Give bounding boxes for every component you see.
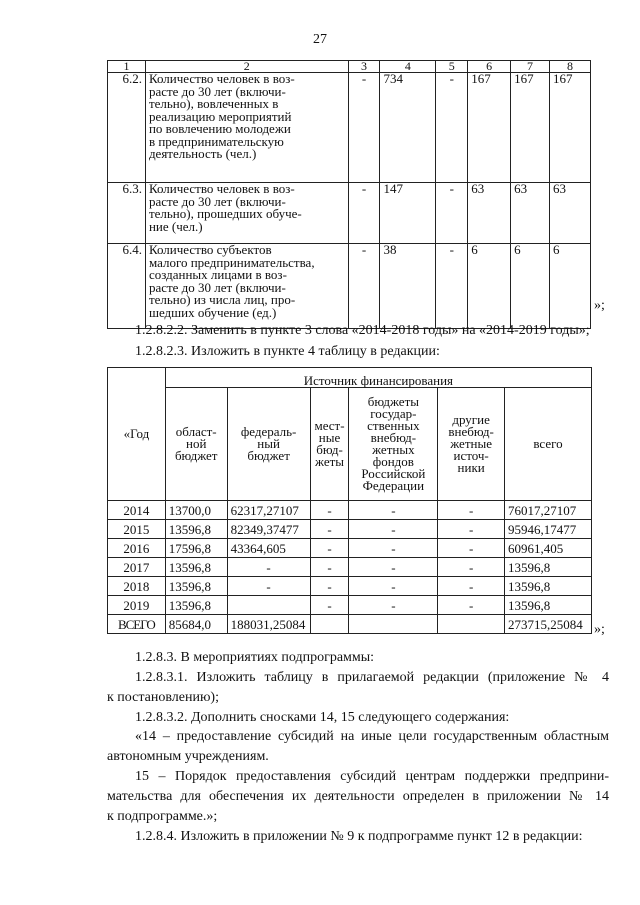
cell: - bbox=[436, 73, 468, 183]
regional-cell: 13596,8 bbox=[165, 577, 227, 596]
table-row bbox=[108, 577, 592, 596]
paragraph-1-2-8-3-2: 1.2.8.3.2. Дополнить сносками 14, 15 следующего содержания: bbox=[135, 710, 510, 725]
text-line: по вовлечению молодежи bbox=[148, 121, 291, 136]
text-line: ние (чел.) bbox=[148, 218, 203, 234]
other-cell: - bbox=[438, 577, 505, 596]
regional-cell: 13596,8 bbox=[165, 558, 227, 577]
indicators-table bbox=[107, 60, 591, 329]
other-cell: - bbox=[438, 520, 505, 539]
year-cell: 2018 bbox=[108, 577, 166, 596]
text-line: тельно), прошедших обуче- bbox=[148, 206, 302, 221]
row-number: 6.4. bbox=[108, 244, 146, 329]
text-line: реализацию мероприятий bbox=[148, 108, 292, 124]
indicator-description bbox=[145, 244, 348, 329]
regional-cell: 13596,8 bbox=[165, 520, 227, 539]
offbudget-cell bbox=[349, 615, 438, 634]
text-line: созданных лицами в воз- bbox=[148, 267, 287, 282]
cell: 167 bbox=[468, 73, 511, 183]
other-sources-header bbox=[438, 388, 505, 501]
header-cell: 8 bbox=[550, 61, 591, 73]
text-line: другие bbox=[452, 412, 490, 427]
regional-cell: 13596,8 bbox=[165, 596, 227, 615]
header-cell: 4 bbox=[380, 61, 436, 73]
text-line: шедших обучение (ед.) bbox=[148, 304, 277, 320]
cell: - bbox=[348, 73, 380, 183]
paragraph-1-2-8-4: 1.2.8.4. Изложить в приложении № 9 к подпрограмме пункт 12 в редакции: bbox=[135, 829, 583, 844]
text-line: Российской bbox=[361, 466, 426, 481]
header-cell: 1 bbox=[108, 61, 146, 73]
footnote-15-end: к подпрограмме.»; bbox=[107, 809, 218, 824]
text-line: малого предпринимательства, bbox=[148, 254, 315, 270]
table-row bbox=[108, 558, 592, 577]
text-line: ной bbox=[186, 436, 207, 451]
indicator-description bbox=[145, 73, 348, 183]
table-row bbox=[108, 501, 592, 520]
local-cell: - bbox=[310, 558, 349, 577]
federal-cell: - bbox=[227, 558, 310, 577]
offbudget-cell: - bbox=[349, 501, 438, 520]
row-number: 6.2. bbox=[108, 73, 146, 183]
text-line: бюджет bbox=[174, 448, 218, 463]
table-row bbox=[108, 596, 592, 615]
cell: 6 bbox=[511, 244, 550, 329]
cell: 147 bbox=[380, 183, 436, 244]
regional-cell: 85684,0 bbox=[165, 615, 227, 634]
text-line: Количество человек в воз- bbox=[148, 181, 295, 196]
text-line: источ- bbox=[453, 448, 489, 463]
regional-cell: 13700,0 bbox=[165, 501, 227, 520]
header-cell: 3 bbox=[348, 61, 380, 73]
text-line: Количество человек в воз- bbox=[148, 71, 295, 86]
other-cell: - bbox=[438, 596, 505, 615]
text-line: ный bbox=[257, 436, 280, 451]
other-cell: - bbox=[438, 558, 505, 577]
paragraph-1-2-8-3: 1.2.8.3. В мероприятиях подпрограммы: bbox=[135, 650, 375, 665]
paragraph-1-2-8-3-1-cont: к постановлению); bbox=[107, 690, 219, 705]
cell: 6 bbox=[550, 244, 591, 329]
table-row bbox=[108, 520, 592, 539]
text-line: внебюд- bbox=[370, 430, 417, 445]
text-line: Федерации bbox=[362, 478, 425, 493]
header-cell: 2 bbox=[145, 61, 348, 73]
table-total-row bbox=[108, 615, 592, 634]
text-line: ники bbox=[457, 460, 485, 475]
year-cell: 2019 bbox=[108, 596, 166, 615]
table-row bbox=[108, 183, 591, 244]
other-cell bbox=[438, 615, 505, 634]
footnote-14: «14 – предоставление субсидий на иные цели государственным областным bbox=[135, 729, 609, 744]
paragraph-1-2-8-3-1: 1.2.8.3.1. Изложить таблицу в прилагаемой редакции (приложение № 4 bbox=[135, 670, 609, 685]
cell: 63 bbox=[511, 183, 550, 244]
year-cell: 2016 bbox=[108, 539, 166, 558]
cell: - bbox=[348, 244, 380, 329]
text-line: в предпринимательскую bbox=[148, 133, 284, 149]
table-header-row bbox=[108, 388, 592, 501]
year-cell: 2015 bbox=[108, 520, 166, 539]
cell: 167 bbox=[550, 73, 591, 183]
total-header: всего bbox=[505, 388, 592, 501]
text-line: расте до 30 лет (включи- bbox=[148, 279, 286, 295]
local-cell: - bbox=[310, 577, 349, 596]
table-row bbox=[108, 244, 591, 329]
text-line: жетные bbox=[450, 436, 492, 451]
offbudget-cell: - bbox=[349, 520, 438, 539]
off-budget-funds-header bbox=[349, 388, 438, 501]
total-cell: 95946,17477 bbox=[505, 520, 592, 539]
paragraph-1-2-8-2-2: 1.2.8.2.2. Заменить в пункте 3 слова «2014-2018 годы» на «2014-2019 годы»; bbox=[135, 323, 590, 338]
local-cell: - bbox=[310, 520, 349, 539]
text-line: жетных bbox=[372, 442, 415, 457]
total-cell: 60961,405 bbox=[505, 539, 592, 558]
federal-cell: 43364,605 bbox=[227, 539, 310, 558]
offbudget-cell: - bbox=[349, 558, 438, 577]
text-line: тельно) из числа лиц, про- bbox=[148, 292, 296, 307]
local-cell: - bbox=[310, 501, 349, 520]
total-cell: 273715,25084 bbox=[505, 615, 592, 634]
table-closing-quote: »; bbox=[594, 622, 605, 637]
cell: 63 bbox=[550, 183, 591, 244]
year-cell: 2014 bbox=[108, 501, 166, 520]
text-line: мест- bbox=[314, 418, 345, 433]
funding-table bbox=[107, 367, 592, 634]
header-cell: 7 bbox=[511, 61, 550, 73]
text-line: бюджеты bbox=[367, 394, 419, 409]
regional-budget-header bbox=[165, 388, 227, 501]
text-line: деятельность (чел.) bbox=[148, 146, 257, 161]
federal-cell: 82349,37477 bbox=[227, 520, 310, 539]
federal-cell: 62317,27107 bbox=[227, 501, 310, 520]
federal-cell: - bbox=[227, 577, 310, 596]
text-line: фондов bbox=[372, 454, 414, 469]
text-line: жеты bbox=[315, 454, 345, 469]
local-cell bbox=[310, 615, 349, 634]
table-row bbox=[108, 539, 592, 558]
text-line: федераль- bbox=[240, 424, 297, 439]
text-line: бюд- bbox=[316, 442, 343, 457]
local-budgets-header bbox=[310, 388, 349, 501]
year-header: «Год bbox=[108, 368, 166, 501]
offbudget-cell: - bbox=[349, 539, 438, 558]
footnote-15-cont: мательства для обеспечения их деятельности определен в приложении № 14 bbox=[107, 789, 609, 804]
cell: 63 bbox=[468, 183, 511, 244]
page-number: 27 bbox=[313, 32, 327, 47]
indicator-description bbox=[145, 183, 348, 244]
funding-source-header: Источник финансирования bbox=[165, 368, 591, 388]
paragraph-1-2-8-2-3: 1.2.8.2.3. Изложить в пункте 4 таблицу в редакции: bbox=[135, 344, 440, 359]
federal-cell bbox=[227, 596, 310, 615]
text-line: Количество субъектов bbox=[148, 242, 272, 257]
total-cell: 13596,8 bbox=[505, 596, 592, 615]
table-header-row bbox=[108, 368, 592, 388]
text-line: бюджет bbox=[247, 448, 290, 463]
offbudget-cell: - bbox=[349, 577, 438, 596]
federal-cell: 188031,25084 bbox=[227, 615, 310, 634]
offbudget-cell: - bbox=[349, 596, 438, 615]
header-cell: 6 bbox=[468, 61, 511, 73]
header-cell: 5 bbox=[436, 61, 468, 73]
cell: - bbox=[348, 183, 380, 244]
table-row bbox=[108, 73, 591, 183]
text-line: тельно), вовлеченных в bbox=[148, 96, 279, 111]
row-number: 6.3. bbox=[108, 183, 146, 244]
text-line: ственных bbox=[367, 418, 420, 433]
other-cell: - bbox=[438, 501, 505, 520]
federal-budget-header bbox=[227, 388, 310, 501]
total-cell: 13596,8 bbox=[505, 577, 592, 596]
text-line: област- bbox=[175, 424, 217, 439]
cell: 38 bbox=[380, 244, 436, 329]
year-cell: 2017 bbox=[108, 558, 166, 577]
cell: 6 bbox=[468, 244, 511, 329]
total-cell: 13596,8 bbox=[505, 558, 592, 577]
local-cell: - bbox=[310, 539, 349, 558]
regional-cell: 17596,8 bbox=[165, 539, 227, 558]
text-line: расте до 30 лет (включи- bbox=[148, 193, 286, 209]
footnote-15: 15 – Порядок предоставления субсидий центрам поддержки предприни- bbox=[135, 769, 609, 784]
total-cell: 76017,27107 bbox=[505, 501, 592, 520]
year-cell: ВСЕГО bbox=[108, 615, 166, 634]
cell: - bbox=[436, 183, 468, 244]
local-cell: - bbox=[310, 596, 349, 615]
cell: 734 bbox=[380, 73, 436, 183]
text-line: расте до 30 лет (включи- bbox=[148, 83, 286, 99]
other-cell: - bbox=[438, 539, 505, 558]
cell: - bbox=[436, 244, 468, 329]
cell: 167 bbox=[511, 73, 550, 183]
footnote-14-cont: автономным учреждениям. bbox=[107, 749, 269, 764]
text-line: государ- bbox=[370, 406, 417, 421]
table-closing-quote: »; bbox=[594, 298, 605, 313]
text-line: внебюд- bbox=[448, 424, 494, 439]
text-line: ные bbox=[318, 430, 341, 445]
